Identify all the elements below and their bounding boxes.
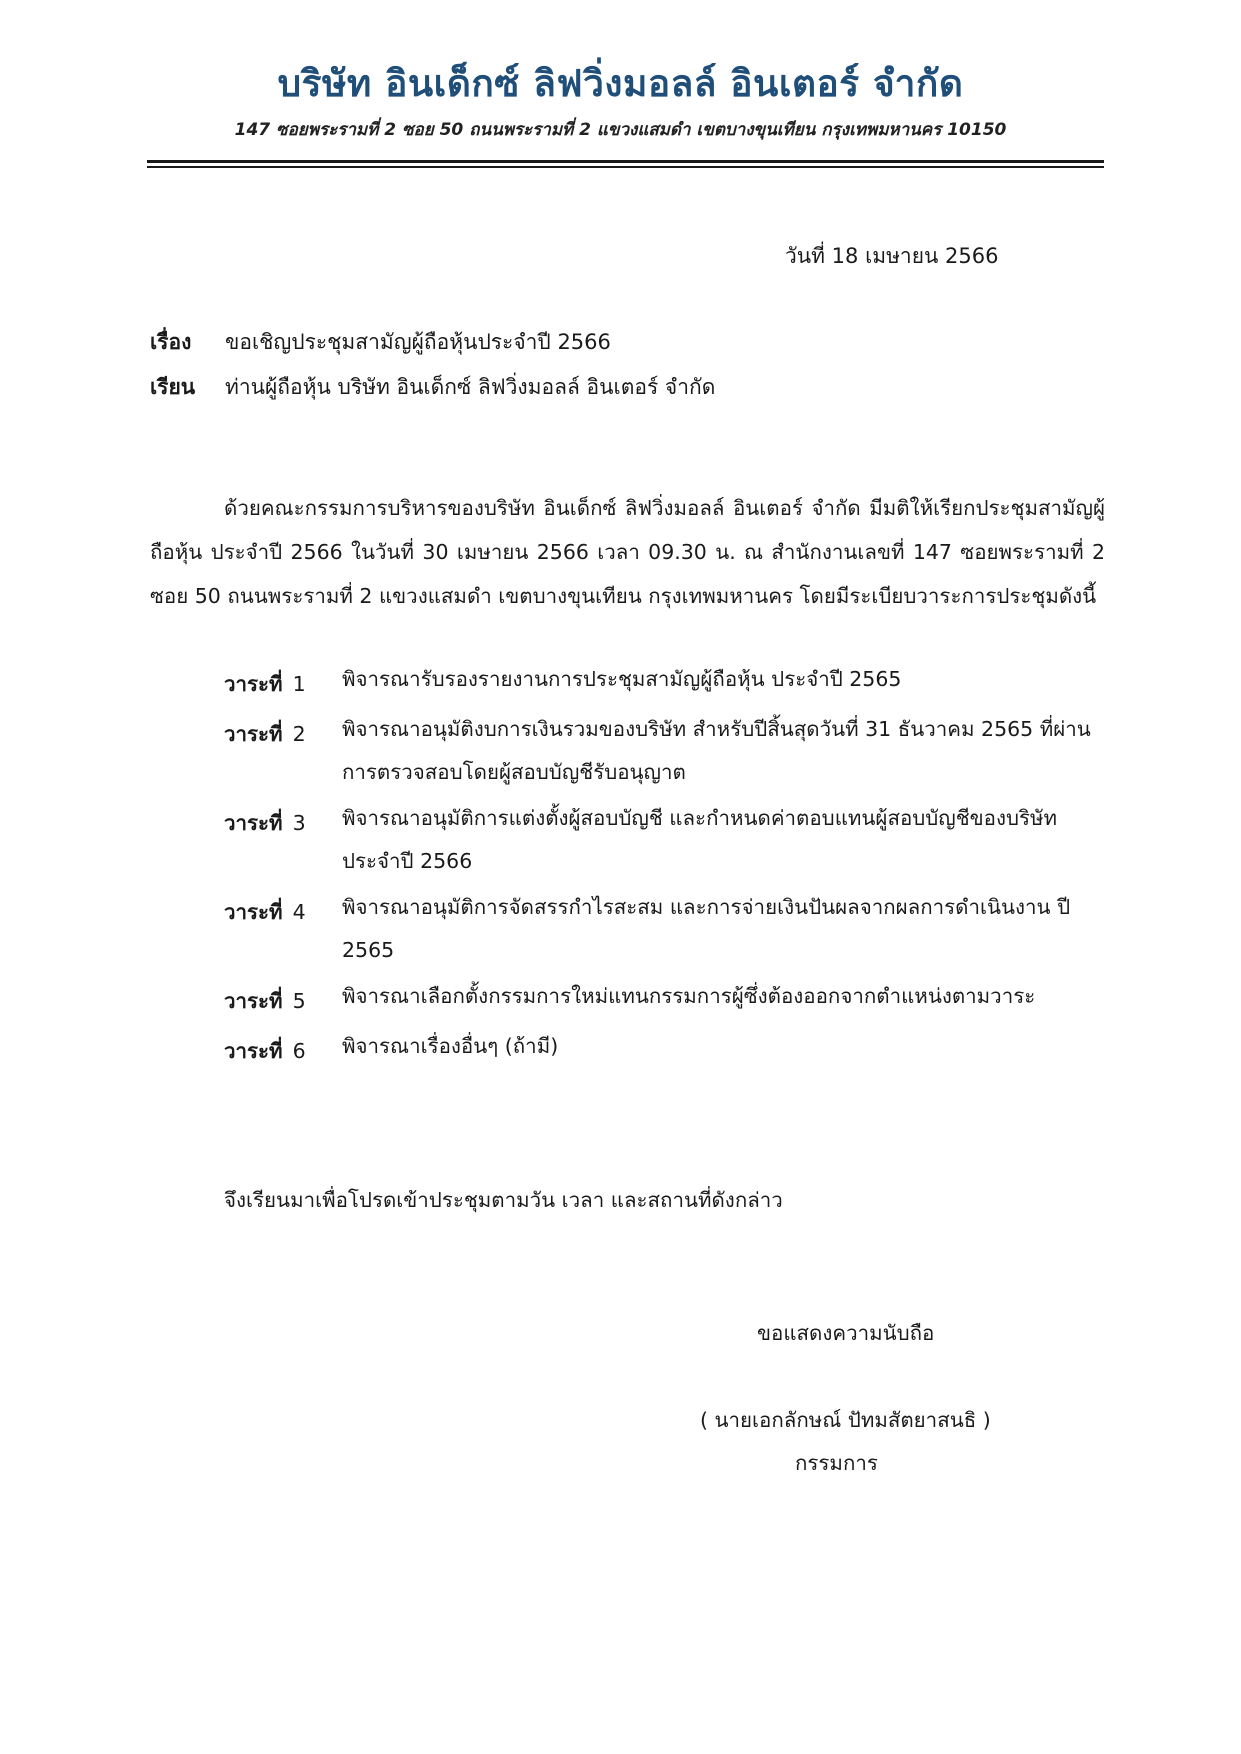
letter-date: วันที่ 18 เมษายน 2566	[785, 244, 999, 268]
subject-label: เรื่อง	[150, 330, 192, 354]
agenda-num: 6	[292, 1039, 306, 1063]
intro-paragraph	[150, 486, 1105, 618]
company-name: บริษัท อินเด็กซ์ ลิฟวิ่งมอลล์ อินเตอร์ จำกัด	[277, 62, 964, 105]
agenda-text: พิจารณาเลือกตั้งกรรมการใหม่แทนกรรมการผู้ซึ่งต้องออกจากตำแหน่งตามวาระ	[342, 984, 1036, 1008]
subject-row	[150, 326, 611, 359]
agenda-text: พิจารณารับรองรายงานการประชุมสามัญผู้ถือหุ้น ประจำปี 2565	[342, 667, 902, 691]
agenda-label: วาระที่	[224, 989, 283, 1013]
header-divider-thin	[147, 166, 1104, 168]
agenda-num: 5	[292, 989, 306, 1013]
agenda-label: วาระที่	[224, 672, 283, 696]
agenda-number	[224, 985, 342, 1018]
agenda-label: วาระที่	[224, 811, 283, 835]
agenda-text: พิจารณาอนุมัติงบการเงินรวมของบริษัท สำหรับปีสิ้นสุดวันที่ 31 ธันวาคม 2565 ที่ผ่านการตรวจสอบโดยผู้สอบบัญชีรับอนุญาต	[342, 717, 1091, 784]
signer-name: ( นายเอกลักษณ์ ปัทมสัตยาสนธิ )	[700, 1408, 991, 1432]
agenda-number	[224, 1035, 342, 1068]
agenda-text: พิจารณาอนุมัติการแต่งตั้งผู้สอบบัญชี และกำหนดค่าตอบแทนผู้สอบบัญชีของบริษัท ประจำปี 2566	[342, 806, 1058, 873]
regards: ขอแสดงความนับถือ	[757, 1321, 935, 1345]
agenda-label: วาระที่	[224, 1039, 283, 1063]
agenda-number	[224, 807, 342, 840]
agenda-label: วาระที่	[224, 722, 283, 746]
agenda-text: พิจารณาเรื่องอื่นๆ (ถ้ามี)	[342, 1034, 559, 1058]
company-address: 147 ซอยพระรามที่ 2 ซอย 50 ถนนพระรามที่ 2 แขวงแสมดำ เขตบางขุนเทียน กรุงเทพมหานคร 10150	[234, 120, 1007, 140]
agenda-text: พิจารณาอนุมัติการจัดสรรกำไรสะสม และการจ่ายเงินปันผลจากผลการดำเนินงาน ปี 2565	[342, 895, 1071, 962]
signer-title: กรรมการ	[795, 1451, 878, 1475]
subject-text: ขอเชิญประชุมสามัญผู้ถือหุ้นประจำปี 2566	[225, 330, 611, 354]
agenda-number	[224, 718, 342, 751]
agenda-label: วาระที่	[224, 900, 283, 924]
agenda-num: 1	[292, 672, 306, 696]
agenda-num: 4	[292, 900, 306, 924]
intro-text: ด้วยคณะกรรมการบริหารของบริษัท อินเด็กซ์ ลิฟวิ่งมอลล์ อินเตอร์ จำกัด มีมติให้เรียกประชุมสามัญผู้ถือหุ้น ประจำปี 2566 ในวันที่ 30 เมษายน 2566 เวลา 09.30 น. ณ สำนักงานเลขที่ 147 ซอยพระรามที่ 2 ซอย 50 ถนนพระรามที่ 2 แขวงแสมดำ เขตบางขุนเทียน กรุงเทพมหานคร โดยมีระเบียบวาระการประชุมดังนี้	[150, 496, 1105, 608]
agenda-number	[224, 896, 342, 929]
agenda-number	[224, 668, 342, 701]
recipient-text: ท่านผู้ถือหุ้น บริษัท อินเด็กซ์ ลิฟวิ่งมอลล์ อินเตอร์ จำกัด	[225, 375, 716, 399]
closing-sentence: จึงเรียนมาเพื่อโปรดเข้าประชุมตามวัน เวลา และสถานที่ดังกล่าว	[224, 1188, 783, 1212]
agenda-num: 3	[292, 811, 306, 835]
recipient-label: เรียน	[150, 375, 196, 399]
recipient-row	[150, 371, 715, 404]
header-divider-thick	[147, 160, 1104, 163]
agenda-num: 2	[292, 722, 306, 746]
